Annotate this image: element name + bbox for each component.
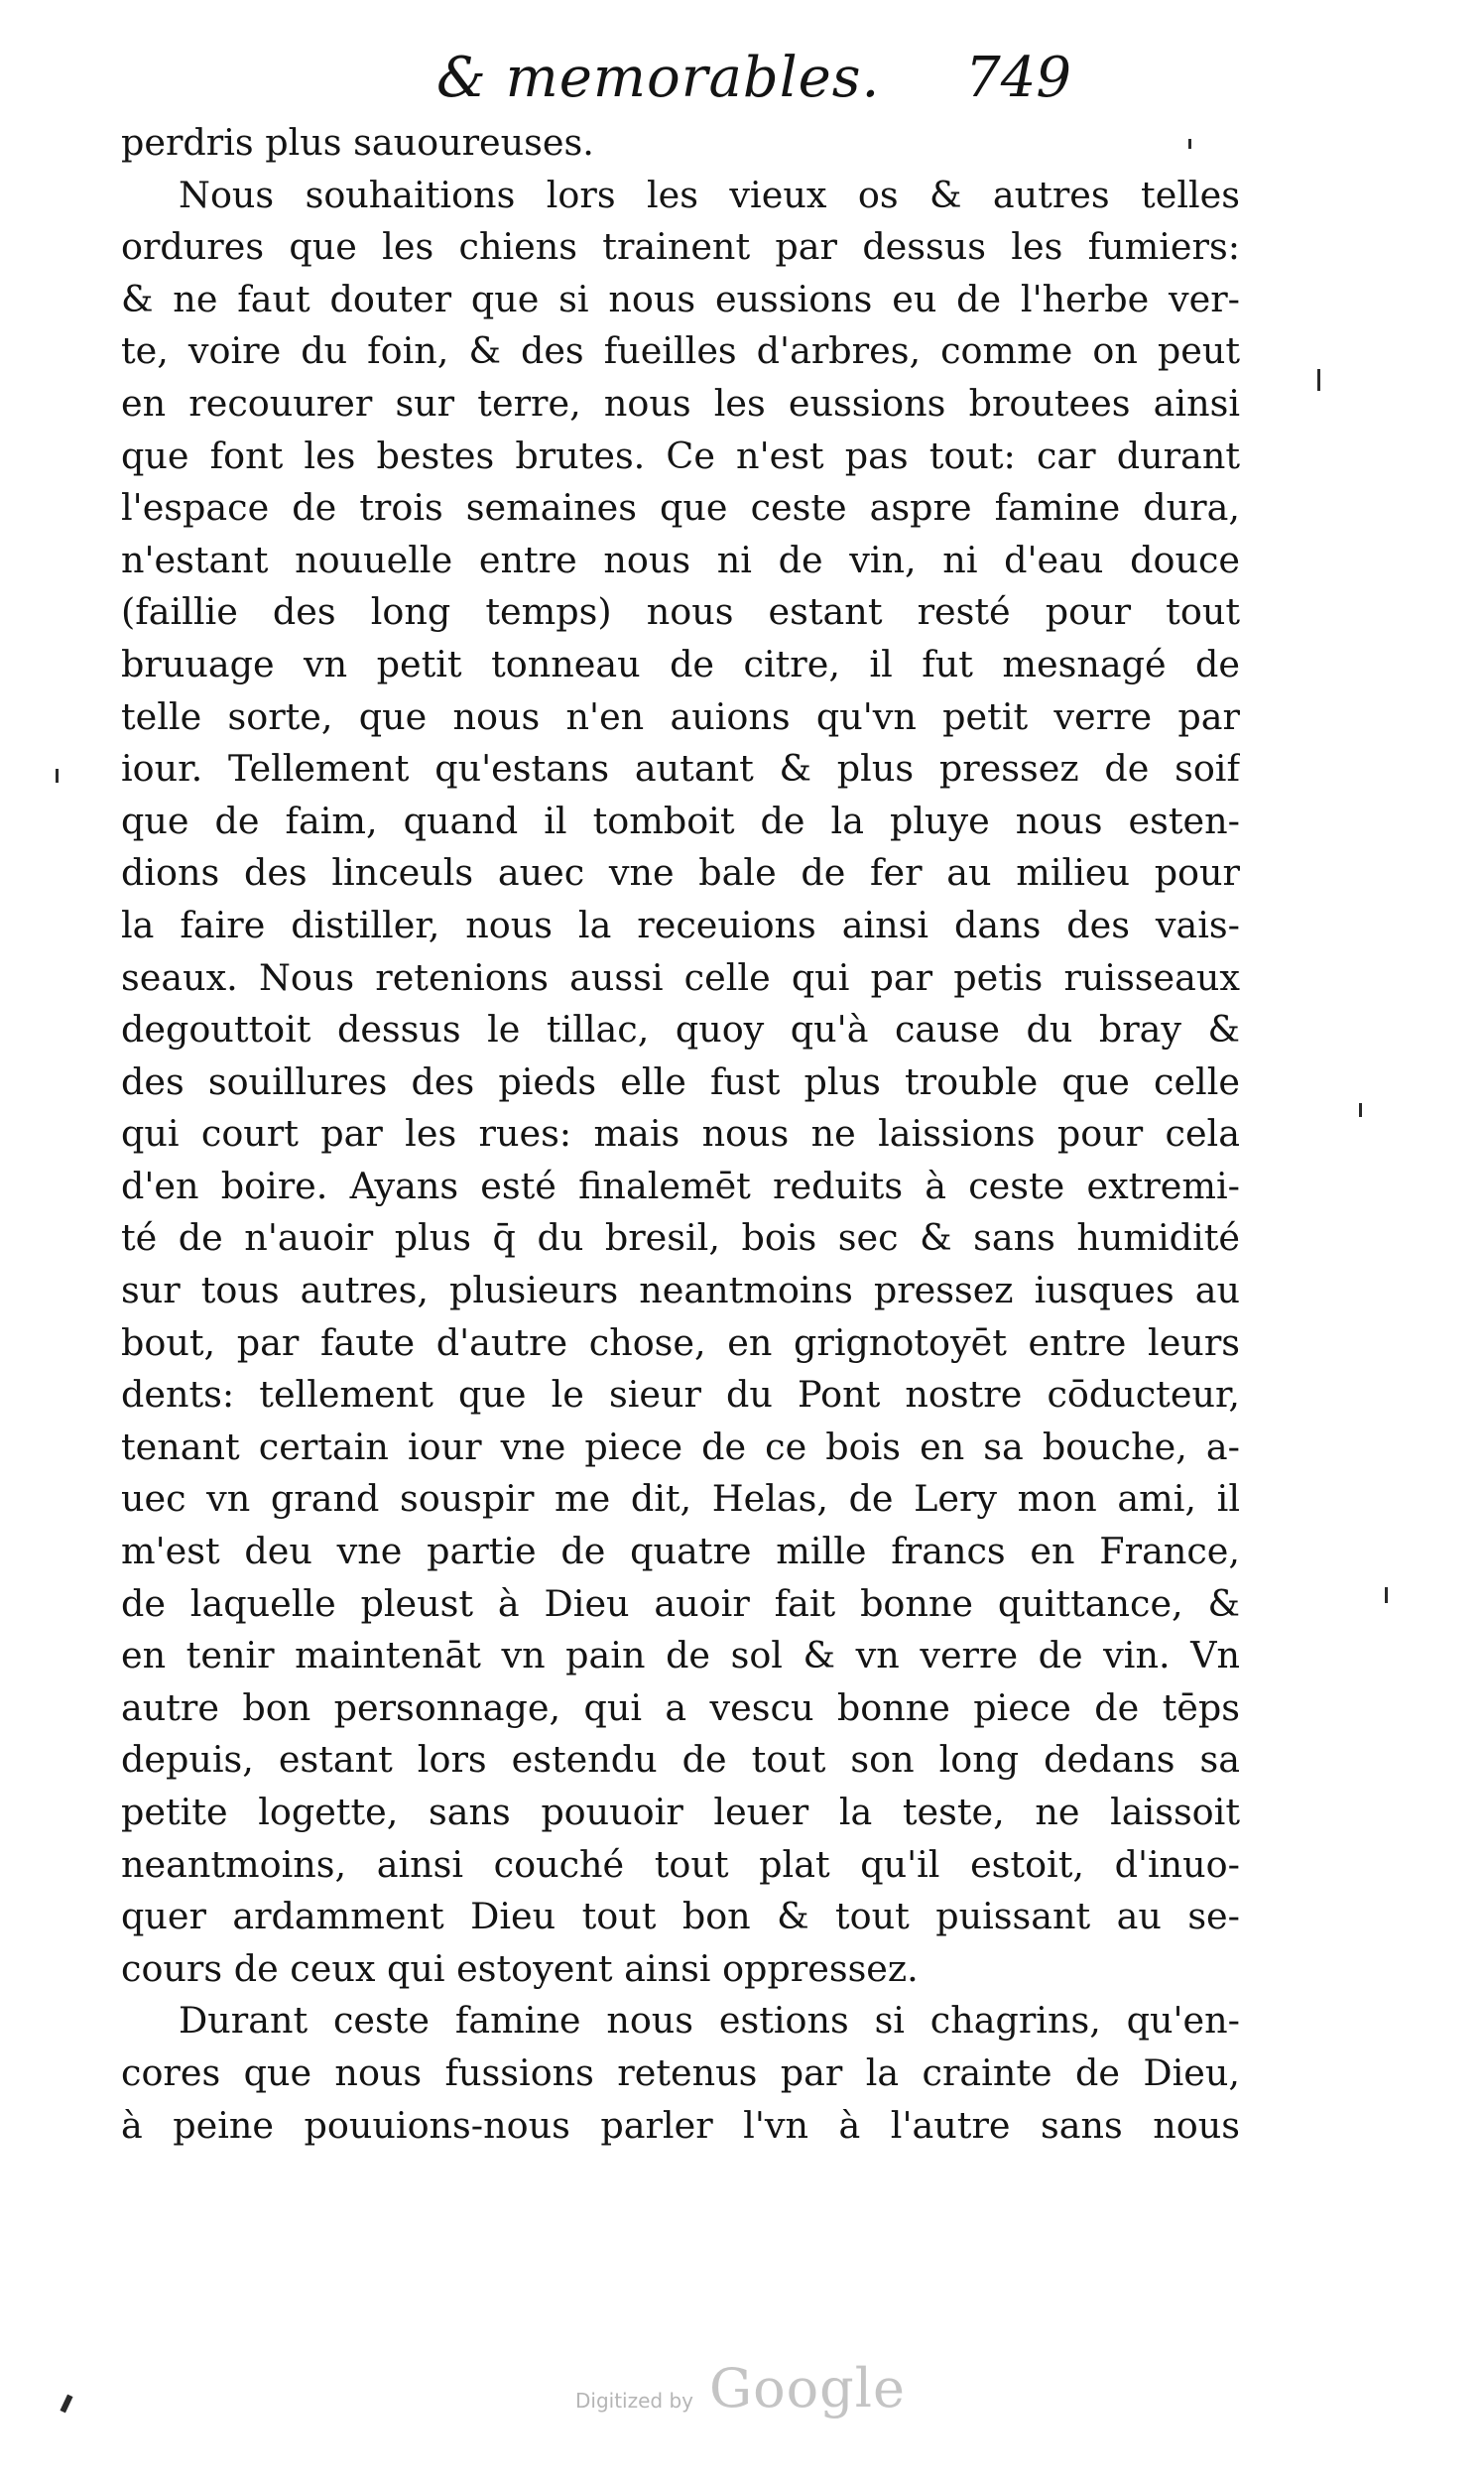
text-line: n'estant nouuelle entre nous ni de vin, ni d'eau douce (121, 538, 1240, 581)
text-line: à peine pouuions-nous parler l'vn à l'autre sans nous (121, 2103, 1240, 2147)
text-line: l'espace de trois semaines que ceste aspre famine dura, (121, 486, 1240, 530)
scan-speck (1385, 1587, 1388, 1603)
scan-speck (56, 769, 59, 783)
text-line: que font les bestes brutes. Ce n'est pas tout: car durant (121, 434, 1240, 477)
text-line: ordures que les chiens trainent par dessus les fumiers: (121, 225, 1240, 269)
text-line: en recouurer sur terre, nous les eussions broutees ainsi (121, 381, 1240, 425)
text-line: iour. Tellement qu'estans autant & plus pressez de soif (121, 747, 1240, 791)
text-line: dents: tellement que le sieur du Pont nostre cōducteur, (121, 1373, 1240, 1417)
text-line: m'est deu vne partie de quatre mille francs en France, (121, 1530, 1240, 1573)
text-line: de laquelle pleust à Dieu auoir fait bonne quittance, & (121, 1581, 1240, 1625)
page-number: 749 (965, 46, 1071, 110)
text-line: autre bon personnage, qui a vescu bonne piece de tēps (121, 1685, 1240, 1729)
text-line: quer ardamment Dieu tout bon & tout puissant au se- (121, 1895, 1240, 1938)
body-text (121, 117, 1240, 2152)
text-line: qui court par les rues: mais nous ne laissions pour cela (121, 1112, 1240, 1156)
text-line: la faire distiller, nous la receuions ainsi dans des vais- (121, 903, 1240, 946)
text-line: bruuage vn petit tonneau de citre, il fut mesnagé de (121, 642, 1240, 685)
text-line: Durant ceste famine nous estions si chagrins, qu'en- (179, 1999, 1240, 2043)
google-logo: Google (709, 2357, 906, 2419)
scan-speck (1317, 369, 1320, 391)
text-line: dions des linceuls auec vne bale de fer au milieu pour (121, 851, 1240, 895)
scan-speck (1359, 1103, 1362, 1117)
text-line: (faillie des long temps) nous estant resté pour tout (121, 590, 1240, 634)
text-line: depuis, estant lors estendu de tout son long dedans sa (121, 1738, 1240, 1782)
text-line: que de faim, quand il tomboit de la pluye nous esten- (121, 799, 1240, 842)
text-line: perdris plus sauoureuses. (121, 121, 594, 164)
text-line: té de n'auoir plus q̄ du bresil, bois sec & sans humidité (121, 1216, 1240, 1260)
text-line: telle sorte, que nous n'en auions qu'vn petit verre par (121, 694, 1240, 738)
digitized-watermark (575, 2357, 913, 2426)
text-line: Nous souhaitions lors les vieux os & autres telles (179, 173, 1240, 216)
text-line: te, voire du foin, & des fueilles d'arbres, comme on peut (121, 329, 1240, 373)
digitized-label: Digitized by (575, 2389, 693, 2413)
text-line: petite logette, sans pouuoir leuer la teste, ne laissoit (121, 1791, 1240, 1833)
text-line: des souillures des pieds elle fust plus trouble que celle (121, 1059, 1240, 1103)
text-line: cours de ceux qui estoyent ainsi oppressez. (121, 1946, 919, 1990)
text-line: seaux. Nous retenions aussi celle qui par petis ruisseaux (121, 955, 1240, 999)
text-line: degouttoit dessus le tillac, quoy qu'à cause du bray & (121, 1008, 1240, 1052)
scan-speck (1188, 139, 1191, 149)
text-line: & ne faut douter que si nous eussions eu de l'herbe ver- (121, 277, 1240, 320)
running-head (436, 40, 1071, 117)
text-line: tenant certain iour vne piece de ce bois en sa bouche, a- (121, 1425, 1240, 1468)
text-line: sur tous autres, plusieurs neantmoins pressez iusques au (121, 1269, 1240, 1312)
text-line: d'en boire. Ayans esté finalemēt reduits à ceste extremi- (121, 1164, 1240, 1207)
running-title: & memorables. (436, 46, 881, 110)
text-line: neantmoins, ainsi couché tout plat qu'il estoit, d'inuo- (121, 1842, 1240, 1886)
text-line: cores que nous fussions retenus par la crainte de Dieu, (121, 2050, 1240, 2094)
text-line: en tenir maintenāt vn pain de sol & vn verre de vin. Vn (121, 1634, 1240, 1677)
text-line: bout, par faute d'autre chose, en grignotoyēt entre leurs (121, 1320, 1240, 1364)
text-line: uec vn grand souspir me dit, Helas, de Lery mon ami, il (121, 1477, 1240, 1521)
scan-speck (60, 2395, 72, 2414)
